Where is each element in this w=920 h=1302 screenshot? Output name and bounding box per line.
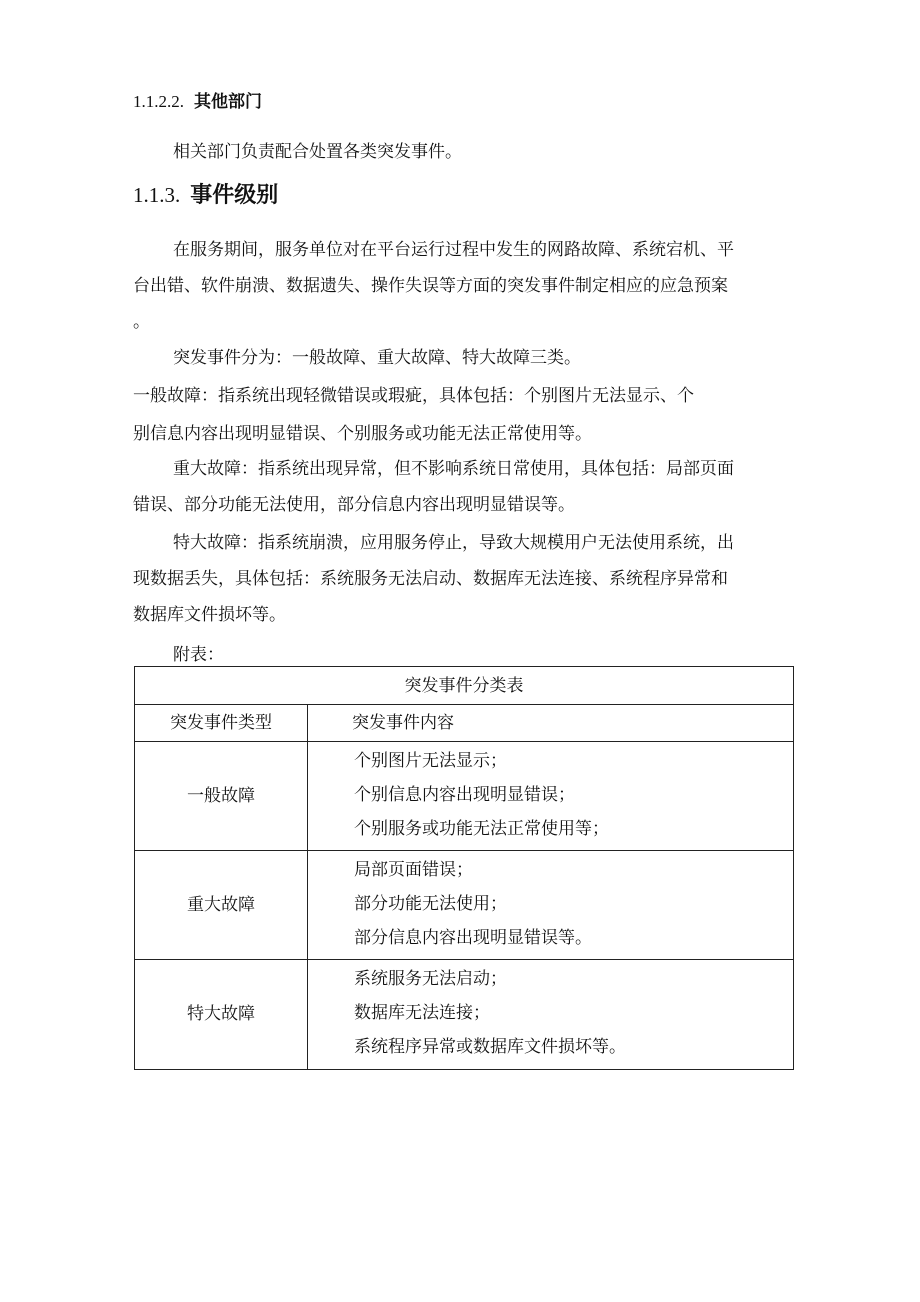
severe-fault-line-3: 数据库文件损坏等。 (133, 605, 286, 625)
table-title: 突发事件分类表 (135, 667, 793, 705)
severe-fault-line-1: 特大故障：指系统崩溃，应用服务停止，导致大规模用户无法使用系统，出 (173, 533, 734, 553)
table-row-content (308, 742, 793, 851)
table-row-type: 一般故障 (135, 742, 308, 851)
list-item: 个别服务或功能无法正常使用等； (354, 819, 609, 839)
table-row-content (308, 851, 793, 960)
table-header-content: 突发事件内容 (308, 705, 793, 742)
intro-line-3: 。 (133, 312, 150, 332)
section-113-heading (133, 180, 278, 211)
table-row-type: 特大故障 (135, 960, 308, 1069)
list-item: 部分功能无法使用； (354, 894, 507, 914)
intro-line-1: 在服务期间，服务单位对在平台运行过程中发生的网路故障、系统宕机、平 (173, 240, 734, 260)
section-1122-heading (133, 90, 262, 114)
major-fault-line-1: 重大故障：指系统出现异常，但不影响系统日常使用，具体包括：局部页面 (173, 459, 734, 479)
list-item: 局部页面错误； (354, 860, 473, 880)
list-item: 部分信息内容出现明显错误等。 (354, 928, 592, 948)
major-fault-line-2: 错误、部分功能无法使用，部分信息内容出现明显错误等。 (133, 495, 575, 515)
general-fault-line-2: 别信息内容出现明显错误、个别服务或功能无法正常使用等。 (133, 424, 592, 444)
appendix-label: 附表： (173, 645, 224, 665)
severe-fault-line-2: 现数据丢失，具体包括：系统服务无法启动、数据库无法连接、系统程序异常和 (133, 569, 728, 589)
section-1122-title: 其他部门 (194, 92, 262, 112)
section-113-title: 事件级别 (190, 183, 279, 208)
categories-line: 突发事件分为：一般故障、重大故障、特大故障三类。 (173, 348, 581, 368)
section-113-number: 1.1.3. (133, 183, 181, 207)
table-row-content (308, 960, 793, 1069)
list-item: 数据库无法连接； (354, 1003, 490, 1023)
section-1122-number: 1.1.2.2. (133, 92, 184, 111)
general-fault-line-1: 一般故障：指系统出现轻微错误或瑕疵，具体包括：个别图片无法显示、个 (133, 386, 694, 406)
intro-line-2: 台出错、软件崩溃、数据遗失、操作失误等方面的突发事件制定相应的应急预案 (133, 276, 728, 296)
list-item: 个别信息内容出现明显错误； (354, 785, 575, 805)
event-classification-table (134, 666, 794, 1070)
table-row-type: 重大故障 (135, 851, 308, 960)
section-1122-body: 相关部门负责配合处置各类突发事件。 (173, 142, 462, 162)
list-item: 个别图片无法显示； (354, 751, 507, 771)
list-item: 系统程序异常或数据库文件损坏等。 (354, 1037, 626, 1057)
list-item: 系统服务无法启动； (354, 969, 507, 989)
table-header-type: 突发事件类型 (135, 705, 308, 742)
